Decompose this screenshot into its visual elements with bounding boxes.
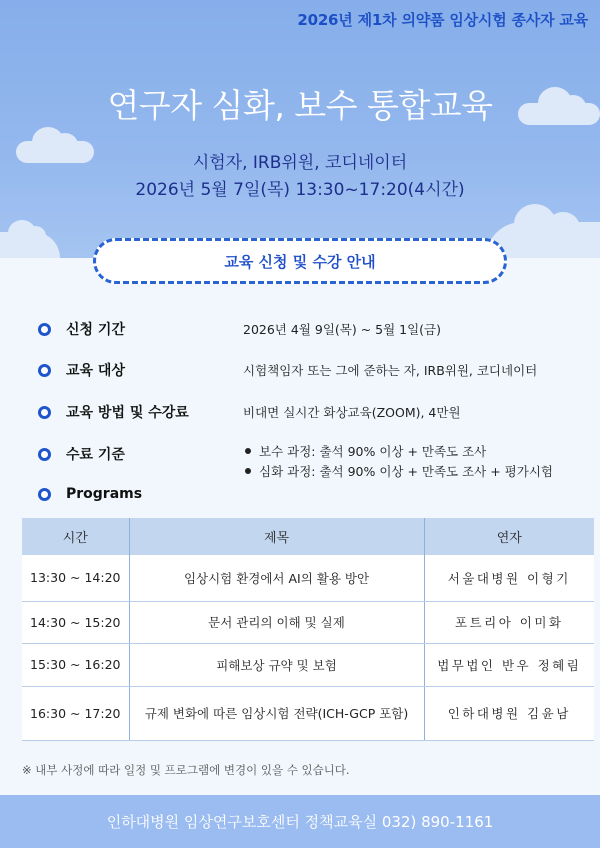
table-header-row — [22, 518, 594, 555]
info-row-period — [38, 319, 125, 339]
speaker-cell: 서울대병원 이형기 — [424, 555, 594, 601]
info-label: 신청 기간 — [66, 322, 125, 338]
footer-bar — [0, 795, 600, 848]
time-cell: 13:30 ~ 14:20 — [22, 555, 129, 601]
circle-bullet-icon — [38, 364, 51, 377]
info-label: 수료 기준 — [66, 447, 125, 463]
title-cell: 임상시험 환경에서 AI의 활용 방안 — [129, 555, 424, 601]
title-cell: 피해보상 규약 및 보험 — [129, 643, 424, 686]
list-item: 보수 과정: 출석 90% 이상 + 만족도 조사 — [243, 442, 553, 462]
title-cell: 문서 관리의 이해 및 실제 — [129, 601, 424, 643]
info-row-target — [38, 360, 125, 380]
event-name: 2026년 제1차 의약품 임상시험 종사자 교육 — [297, 11, 588, 29]
info-row-programs — [38, 486, 142, 502]
info-row-criteria — [38, 444, 125, 464]
info-value: 2026년 4월 9일(목) ~ 5월 1일(금) — [243, 322, 441, 337]
info-label: Programs — [66, 486, 143, 502]
table-row — [22, 643, 594, 686]
header-banner — [0, 0, 600, 258]
guide-label: 교육 신청 및 수강 안내 — [224, 252, 376, 271]
criteria-list — [243, 442, 553, 482]
circle-bullet-icon — [38, 323, 51, 336]
table-row — [22, 601, 594, 643]
cloud-decoration — [0, 232, 60, 258]
column-header: 시간 — [22, 518, 129, 555]
info-label: 교육 대상 — [66, 363, 125, 379]
contact-info: 인하대병원 임상연구보호센터 정책교육실 032) 890-1161 — [106, 813, 494, 831]
title-cell: 규제 변화에 따른 임상시험 전략(ICH-GCP 포함) — [129, 686, 424, 740]
time-cell: 14:30 ~ 15:20 — [22, 601, 129, 643]
column-header: 제목 — [129, 518, 424, 555]
circle-bullet-icon — [38, 488, 51, 501]
circle-bullet-icon — [38, 406, 51, 419]
info-value: 시험책임자 또는 그에 준하는 자, IRB위원, 코디네이터 — [243, 363, 538, 378]
page-title: 연구자 심화, 보수 통합교육 — [107, 86, 493, 125]
time-cell: 16:30 ~ 17:20 — [22, 686, 129, 740]
guide-banner — [93, 238, 507, 284]
datetime-line: 2026년 5월 7일(목) 13:30~17:20(4시간) — [135, 180, 465, 200]
info-value: 비대면 실시간 화상교육(ZOOM), 4만원 — [243, 405, 461, 420]
audience-line: 시험자, IRB위원, 코디네이터 — [192, 153, 408, 173]
info-row-method — [38, 402, 189, 422]
column-header: 연자 — [424, 518, 594, 555]
table-row — [22, 686, 594, 740]
speaker-cell: 포트리아 이미화 — [424, 601, 594, 643]
list-item: 심화 과정: 출석 90% 이상 + 만족도 조사 + 평가시험 — [243, 462, 553, 482]
program-table — [22, 518, 594, 741]
time-cell: 15:30 ~ 16:20 — [22, 643, 129, 686]
table-row — [22, 555, 594, 601]
circle-bullet-icon — [38, 448, 51, 461]
speaker-cell: 인하대병원 김윤남 — [424, 686, 594, 740]
speaker-cell: 법무법인 반우 정혜림 — [424, 643, 594, 686]
change-notice: ※ 내부 사정에 따라 일정 및 프로그램에 변경이 있을 수 있습니다. — [22, 763, 350, 777]
info-label: 교육 방법 및 수강료 — [66, 405, 189, 421]
